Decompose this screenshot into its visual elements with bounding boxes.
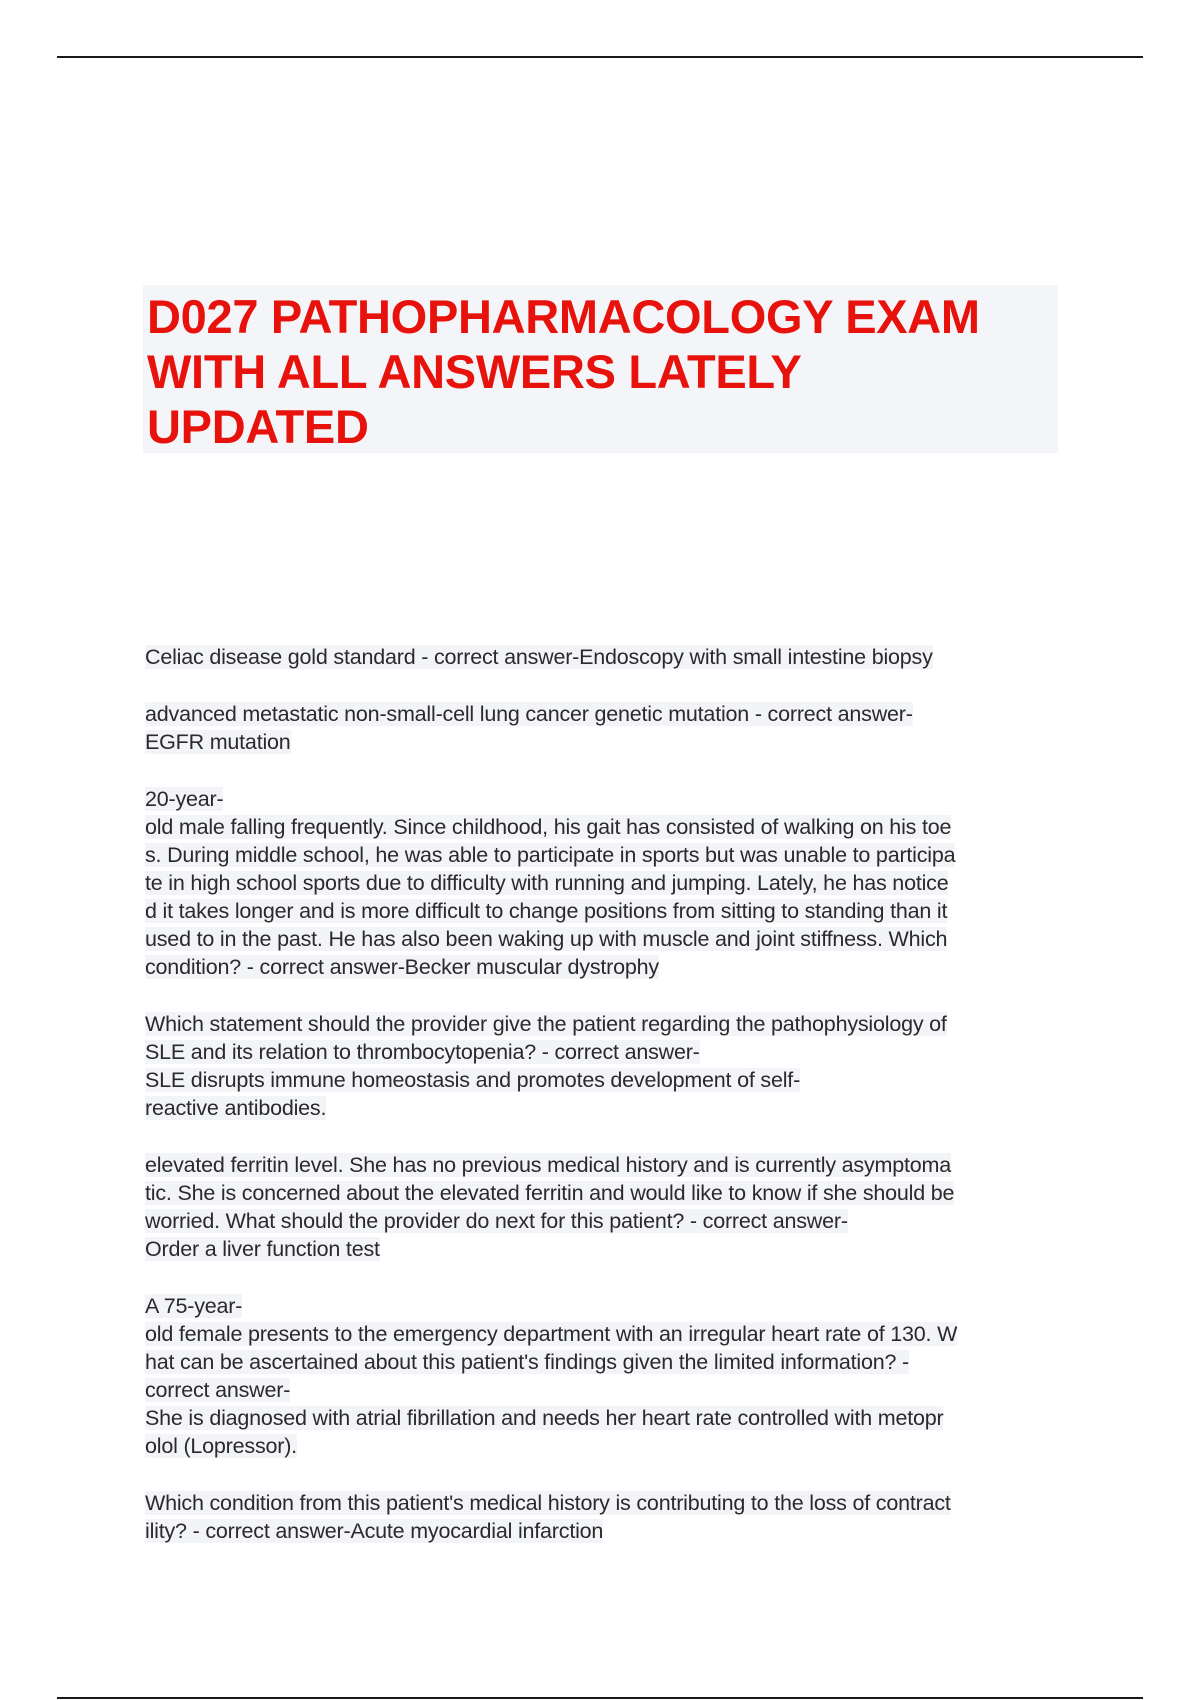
qa-text: used to in the past. He has also been waking up with muscle and joint stiffness. Which	[145, 927, 948, 951]
qa-text: SLE and its relation to thrombocytopenia? - correct answer-	[145, 1040, 700, 1064]
qa-text: tic. She is concerned about the elevated ferritin and would like to know if she should be	[145, 1181, 955, 1205]
qa-list	[145, 643, 1065, 1574]
qa-item	[145, 700, 1065, 756]
footer-rule	[57, 1697, 1143, 1699]
qa-item	[145, 643, 1065, 671]
qa-text: Which condition from this patient's medical history is contributing to the loss of contract	[145, 1491, 951, 1515]
qa-text: She is diagnosed with atrial fibrillation and needs her heart rate controlled with metopr	[145, 1406, 944, 1430]
qa-text: advanced metastatic non-small-cell lung cancer genetic mutation - correct answer-	[145, 702, 913, 726]
qa-text: d it takes longer and is more difficult to change positions from sitting to standing than it	[145, 899, 948, 923]
qa-text: s. During middle school, he was able to participate in sports but was unable to participa	[145, 843, 956, 867]
qa-text: SLE disrupts immune homeostasis and promotes development of self-	[145, 1068, 801, 1092]
qa-text: ility? - correct answer-Acute myocardial infarction	[145, 1519, 604, 1543]
qa-item	[145, 1292, 1065, 1460]
qa-text: worried. What should the provider do next for this patient? - correct answer-	[145, 1209, 848, 1233]
title-line: UPDATED	[147, 400, 369, 453]
qa-text: EGFR mutation	[145, 730, 291, 754]
qa-text: A 75-year-	[145, 1294, 243, 1318]
qa-text: 20-year-	[145, 787, 224, 811]
qa-text: reactive antibodies.	[145, 1096, 327, 1120]
qa-text: Order a liver function test	[145, 1237, 380, 1261]
qa-text: correct answer-	[145, 1378, 291, 1402]
qa-item	[145, 1151, 1065, 1263]
qa-item	[145, 1010, 1065, 1122]
qa-text: te in high school sports due to difficulty with running and jumping. Lately, he has notice	[145, 871, 949, 895]
qa-text: old female presents to the emergency department with an irregular heart rate of 130. W	[145, 1322, 958, 1346]
qa-text: Celiac disease gold standard - correct answer-Endoscopy with small intestine biopsy	[145, 645, 933, 669]
qa-text: elevated ferritin level. She has no previous medical history and is currently asymptoma	[145, 1153, 951, 1177]
qa-text: Which statement should the provider give the patient regarding the pathophysiology of	[145, 1012, 947, 1036]
title-line: D027 PATHOPHARMACOLOGY EXAM	[147, 290, 980, 343]
qa-item	[145, 1489, 1065, 1545]
qa-item	[145, 785, 1065, 981]
header-rule	[57, 56, 1143, 58]
qa-text: old male falling frequently. Since childhood, his gait has consisted of walking on his toe	[145, 815, 952, 839]
document-title	[143, 285, 1058, 453]
qa-text: olol (Lopressor).	[145, 1434, 297, 1458]
title-line: WITH ALL ANSWERS LATELY	[147, 345, 802, 398]
qa-text: hat can be ascertained about this patient's findings given the limited information? -	[145, 1350, 909, 1374]
qa-text: condition? - correct answer-Becker muscular dystrophy	[145, 955, 659, 979]
